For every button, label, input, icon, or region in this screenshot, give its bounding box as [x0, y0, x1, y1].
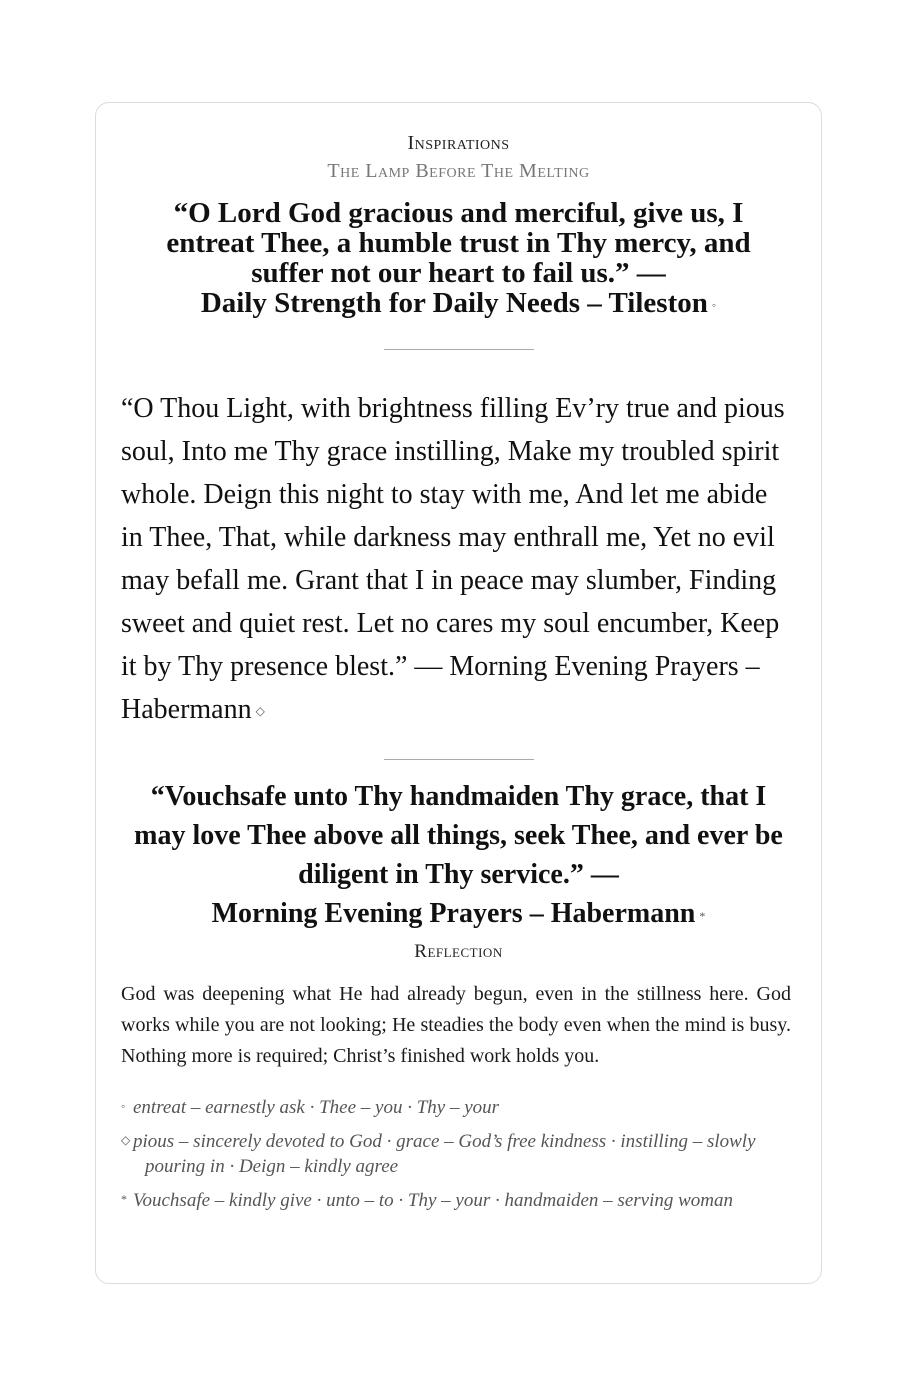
reflection-heading: Reflection	[414, 940, 503, 962]
glossary	[121, 1094, 791, 1213]
footnote-marker-asterisk: *	[699, 908, 706, 923]
glossary-marker: ◇	[121, 1132, 131, 1147]
quote-text: “O Thou Light, with brightness filling Ev’ry true and pious soul, Into me Thy grace instilling, Make my troubled spirit whole. Deign this night to stay with me, And let me abide in Thee, That, while darkness may enthrall me, Yet no evil may befall me. Grant that I in peace may slumber, Finding sweet and quiet rest. Let no cares my soul encumber, Keep it by Thy presence blest.” — Morning Evening Prayers – Habermann	[121, 393, 785, 726]
devotional-card	[95, 102, 822, 1284]
glossary-entry	[121, 1128, 791, 1179]
divider	[384, 349, 534, 350]
footnote-marker-circle: ◦	[711, 298, 717, 313]
quote-text: “O Lord God gracious and merciful, give us, I entreat Thee, a humble trust in Thy mercy, and suffer not our heart to fail us.” —	[166, 197, 751, 289]
glossary-entry	[121, 1187, 791, 1213]
divider	[384, 759, 534, 760]
section-label: Inspirations	[407, 132, 510, 154]
glossary-text: entreat – earnestly ask · Thee – you · Thy – your	[133, 1096, 500, 1118]
glossary-text: pious – sincerely devoted to God · grace – God’s free kindness · instilling – slowly pouring in · Deign – kindly agree	[133, 1130, 756, 1177]
glossary-marker: *	[121, 1191, 127, 1206]
footnote-marker-diamond: ◇	[255, 704, 265, 719]
quote-text: “Vouchsafe unto Thy handmaiden Thy grace, that I may love Thee above all things, seek Thee, and ever be diligent in Thy service.” —	[134, 781, 783, 891]
glossary-entry	[121, 1094, 791, 1120]
hymn-quote-habermann	[121, 387, 791, 733]
glossary-text: Vouchsafe – kindly give · unto – to · Thy – your · handmaiden – serving woman	[133, 1189, 734, 1211]
featured-quote-habermann	[124, 777, 793, 935]
quote-source: Morning Evening Prayers – Habermann	[211, 898, 696, 930]
featured-quote-tileston	[136, 198, 781, 320]
quote-source: Daily Strength for Daily Needs – Tileston	[200, 287, 708, 319]
page-subtitle: The Lamp Before The Melting	[327, 160, 590, 182]
glossary-marker: ◦	[121, 1098, 126, 1113]
reflection-text: God was deepening what He had already begun, even in the stillness here. God works while you are not looking; He steadies the body even when the mind is busy. Nothing more is required; Christ’s finished work holds you.	[121, 982, 791, 1067]
